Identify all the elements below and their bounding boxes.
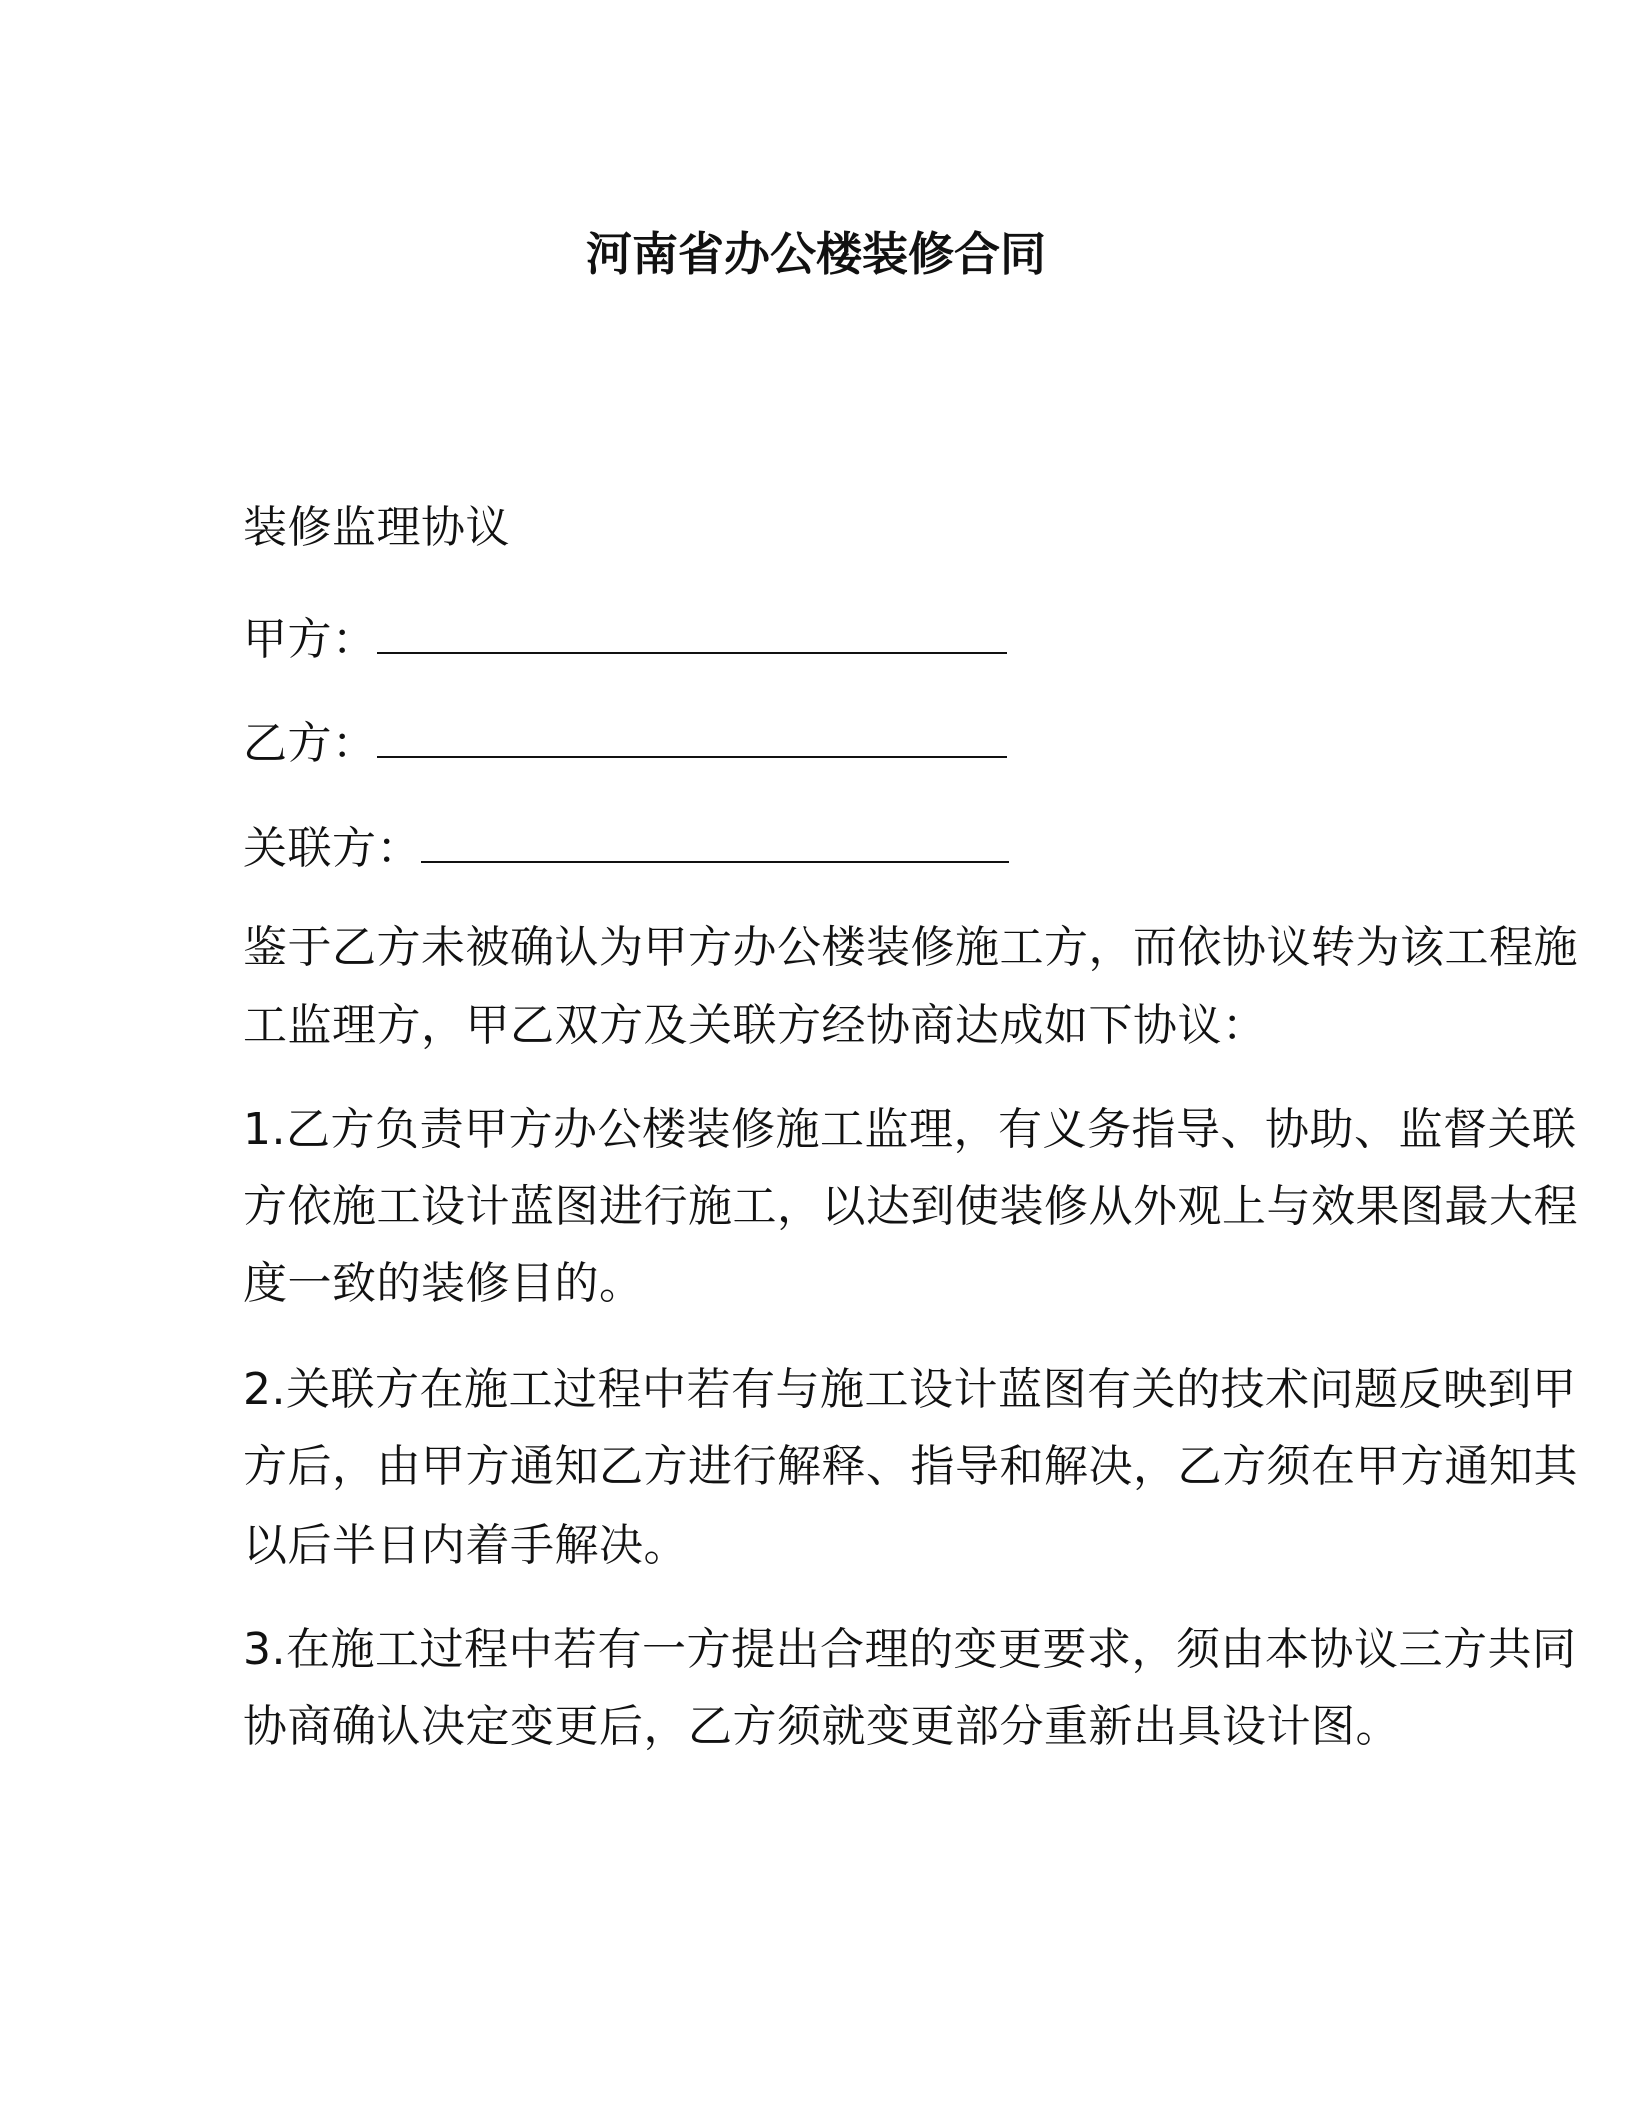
field-label: 关联方： (243, 823, 421, 874)
related-party-blank (421, 821, 1009, 863)
paragraph-line: 度一致的装修目的。 (243, 1258, 644, 1309)
paragraph-line: 协商确认决定变更后，乙方须就变更部分重新出具设计图。 (243, 1701, 1400, 1752)
paragraph-line: 鉴于乙方未被确认为甲方办公楼装修施工方，而依协议转为该工程施 (243, 922, 1578, 973)
related-party-field (243, 819, 1009, 879)
party-b-blank (377, 716, 1007, 758)
paragraph-line: 以后半日内着手解决。 (243, 1520, 688, 1571)
paragraph-line: 3.在施工过程中若有一方提出合理的变更要求，须由本协议三方共同 (243, 1624, 1577, 1675)
paragraph-line: 方后，由甲方通知乙方进行解释、指导和解决，乙方须在甲方通知其 (243, 1441, 1578, 1492)
paragraph-line: 方依施工设计蓝图进行施工，以达到使装修从外观上与效果图最大程 (243, 1181, 1578, 1232)
paragraph-line: 工监理方，甲乙双方及关联方经协商达成如下协议： (243, 1000, 1267, 1051)
document-title: 河南省办公楼装修合同 (586, 227, 1046, 281)
party-a-blank (377, 612, 1007, 654)
field-label: 甲方： (243, 614, 377, 665)
field-label: 乙方： (243, 718, 377, 769)
paragraph-line: 2.关联方在施工过程中若有与施工设计蓝图有关的技术问题反映到甲 (243, 1364, 1577, 1415)
party-a-field (243, 610, 1007, 670)
subtitle: 装修监理协议 (243, 502, 510, 553)
party-b-field (243, 714, 1007, 774)
paragraph-line: 1.乙方负责甲方办公楼装修施工监理，有义务指导、协助、监督关联 (243, 1104, 1577, 1155)
